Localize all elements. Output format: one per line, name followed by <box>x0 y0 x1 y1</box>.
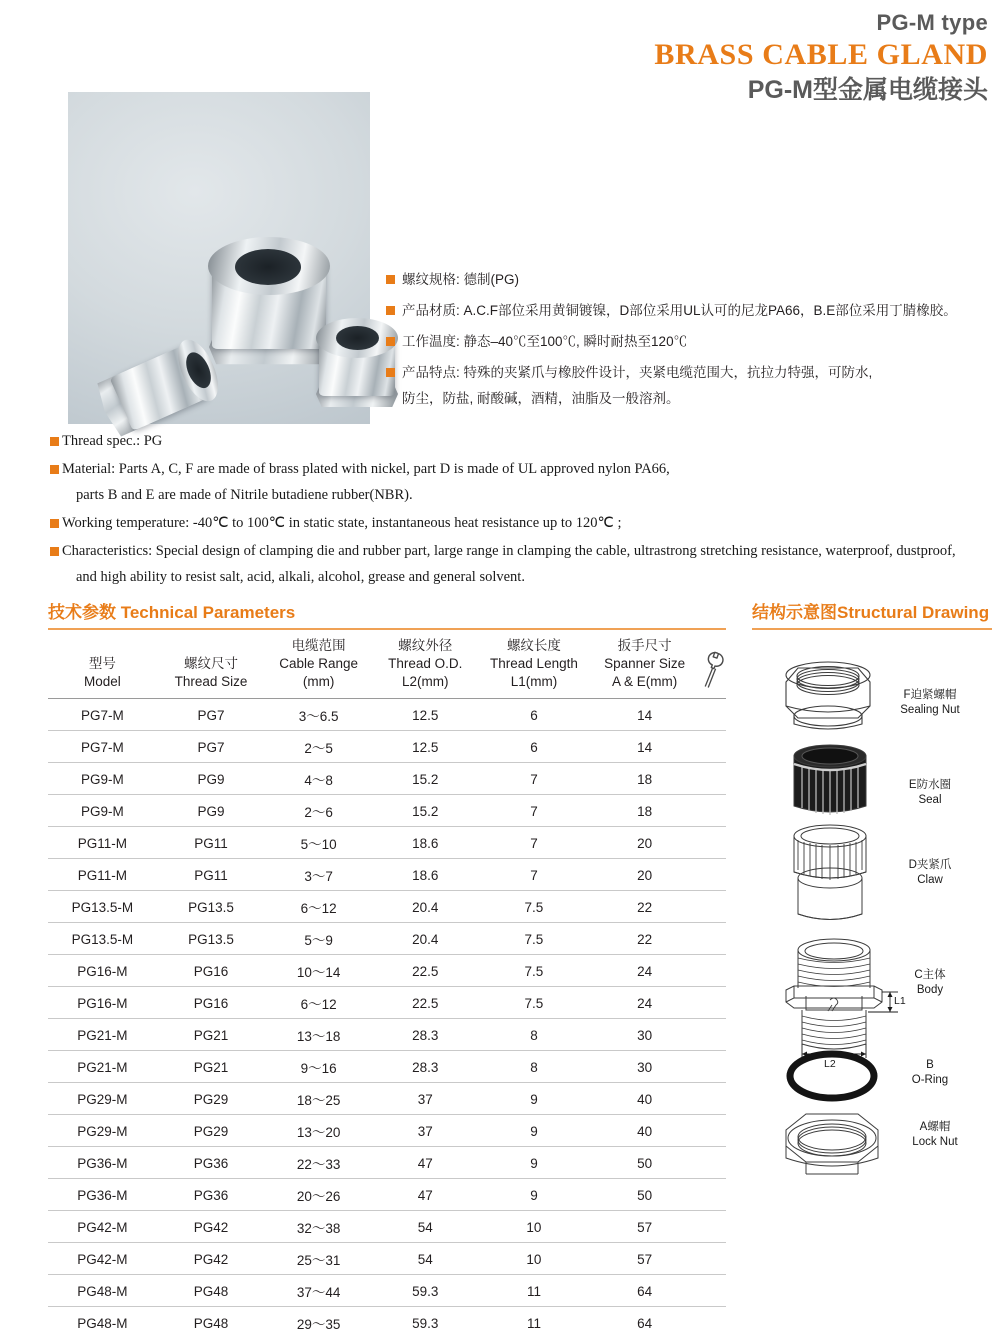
list-item-line-1: Material: Parts A, C, F are made of brass plated with nickel, part D is made of UL approved nylon PA66, <box>62 461 670 477</box>
product-photo <box>68 92 370 424</box>
table-cell: 5～10 <box>265 827 372 859</box>
table-row <box>48 1019 726 1051</box>
table-body <box>48 699 726 1338</box>
table-cell: PG21-M <box>48 1019 157 1051</box>
bullet-square-icon <box>386 368 395 377</box>
column-header-unit: L2(mm) <box>402 673 449 690</box>
table-cell: 22.5 <box>372 987 479 1019</box>
table-cell: PG7 <box>157 731 266 763</box>
list-item <box>50 432 990 451</box>
table-cell-spacer <box>700 1243 726 1275</box>
table-cell: 7 <box>479 795 590 827</box>
part-label-en: Lock Nut <box>880 1135 990 1150</box>
table-header-row <box>48 634 726 699</box>
part-label-lock-nut <box>880 1120 990 1150</box>
list-item <box>386 301 996 320</box>
table-cell: PG42-M <box>48 1243 157 1275</box>
table-cell: 9 <box>479 1179 590 1211</box>
table-cell-spacer <box>700 1083 726 1115</box>
table-cell-spacer <box>700 955 726 987</box>
table-row <box>48 1211 726 1243</box>
table-cell: 15.2 <box>372 763 479 795</box>
table-cell: PG9 <box>157 763 266 795</box>
table-cell: 20.4 <box>372 891 479 923</box>
table-cell: PG7-M <box>48 699 157 731</box>
table-row <box>48 827 726 859</box>
column-header-unit: Model <box>84 673 121 690</box>
table-cell: PG11-M <box>48 859 157 891</box>
table-row <box>48 955 726 987</box>
page-header <box>654 10 988 106</box>
table-cell-spacer <box>700 1179 726 1211</box>
list-item-label <box>62 542 990 587</box>
table-cell: PG11-M <box>48 827 157 859</box>
table-cell: 14 <box>589 731 700 763</box>
table-cell: 47 <box>372 1147 479 1179</box>
table-head <box>48 634 726 699</box>
column-header-thread-od <box>372 634 479 699</box>
bullet-square-icon <box>386 337 395 346</box>
table-cell: 6～12 <box>265 891 372 923</box>
table-row <box>48 1275 726 1307</box>
part-label-cn: B <box>880 1058 980 1073</box>
dimension-label-l2: L2 <box>824 1058 836 1070</box>
column-header-primary: Thread Length <box>490 655 578 672</box>
table-cell: PG13.5 <box>157 923 266 955</box>
column-header-cn: 扳手尺寸 <box>618 637 672 654</box>
table-cell: 20 <box>589 827 700 859</box>
table-cell: PG16 <box>157 955 266 987</box>
part-sealing-nut <box>768 660 888 740</box>
product-type-label: PG-M type <box>654 10 988 36</box>
table-cell: 54 <box>372 1211 479 1243</box>
table-cell-spacer <box>700 827 726 859</box>
section-divider <box>752 628 992 630</box>
table-row <box>48 923 726 955</box>
part-label-cn: A螺帽 <box>880 1120 990 1135</box>
list-item-label: 螺纹规格: 德制(PG) <box>402 270 996 289</box>
list-item <box>50 542 990 587</box>
table-cell: 18～25 <box>265 1083 372 1115</box>
section-title <box>752 602 992 624</box>
cable-gland-large <box>208 237 330 365</box>
table-cell: 37～44 <box>265 1275 372 1307</box>
table-row <box>48 1307 726 1338</box>
table-row <box>48 859 726 891</box>
page-title-chinese: PG-M型金属电缆接头 <box>654 74 988 106</box>
table-row <box>48 763 726 795</box>
table-cell: 9 <box>479 1147 590 1179</box>
table-cell-spacer <box>700 923 726 955</box>
table-row <box>48 1243 726 1275</box>
table-cell: PG29-M <box>48 1083 157 1115</box>
part-label-en: Body <box>880 983 980 998</box>
table-cell: 28.3 <box>372 1019 479 1051</box>
list-item-label: Thread spec.: PG <box>62 432 990 451</box>
table-cell-spacer <box>700 1115 726 1147</box>
table-cell: PG9 <box>157 795 266 827</box>
table-cell: PG42 <box>157 1243 266 1275</box>
table-cell: PG36-M <box>48 1179 157 1211</box>
part-seal <box>780 742 880 820</box>
table-row <box>48 1147 726 1179</box>
table-cell: PG36 <box>157 1147 266 1179</box>
table-cell-spacer <box>700 1307 726 1338</box>
table-cell: 50 <box>589 1179 700 1211</box>
table-cell: 11 <box>479 1275 590 1307</box>
table-cell: 15.2 <box>372 795 479 827</box>
section-title <box>48 602 726 624</box>
part-label-en: Sealing Nut <box>880 703 980 718</box>
table-row <box>48 1115 726 1147</box>
list-item <box>50 514 990 533</box>
table-cell: 20 <box>589 859 700 891</box>
column-header-primary: 型号 <box>89 655 116 672</box>
table-cell: PG48-M <box>48 1307 157 1338</box>
table-cell: 64 <box>589 1275 700 1307</box>
part-label-sealing-nut <box>880 688 980 718</box>
bullet-square-icon <box>50 519 59 528</box>
structural-drawing <box>752 650 992 1220</box>
table-cell: 12.5 <box>372 699 479 731</box>
table-cell: 4～8 <box>265 763 372 795</box>
table-cell: 29～35 <box>265 1307 372 1338</box>
table-cell: PG13.5 <box>157 891 266 923</box>
table-cell-spacer <box>700 1019 726 1051</box>
table-cell: 5～9 <box>265 923 372 955</box>
column-header-model <box>48 634 157 699</box>
table-cell: 22～33 <box>265 1147 372 1179</box>
column-header-primary: Thread O.D. <box>388 655 462 672</box>
section-title-cn: 结构示意图 <box>752 603 837 622</box>
table-row <box>48 699 726 731</box>
table-cell: 40 <box>589 1115 700 1147</box>
table-cell-spacer <box>700 1211 726 1243</box>
table-cell: 11 <box>479 1307 590 1338</box>
table-cell-spacer <box>700 987 726 1019</box>
table-cell-spacer <box>700 891 726 923</box>
list-item-line-2: parts B and E are made of Nitrile butadiene rubber(NBR). <box>76 486 990 505</box>
part-body <box>772 936 912 1066</box>
table-cell: 7 <box>479 827 590 859</box>
table-cell: PG11 <box>157 859 266 891</box>
table-cell: 30 <box>589 1051 700 1083</box>
column-header-primary: Cable Range <box>279 655 358 672</box>
section-divider <box>48 628 726 630</box>
table-cell: 50 <box>589 1147 700 1179</box>
table-cell: 7.5 <box>479 891 590 923</box>
technical-parameters-table <box>48 634 726 1338</box>
table-cell: PG21-M <box>48 1051 157 1083</box>
list-item-label: 产品材质: A.C.F部位采用黄铜镀镍，D部位采用UL认可的尼龙PA66，B.E部位采用丁腈橡胶。 <box>402 301 996 320</box>
table-cell: PG42 <box>157 1211 266 1243</box>
structural-drawing-section-header <box>752 602 992 630</box>
list-item-label <box>62 460 990 505</box>
table-cell: 57 <box>589 1211 700 1243</box>
part-label-en: Seal <box>880 793 980 808</box>
bullet-square-icon <box>50 465 59 474</box>
list-item-label: Working temperature: -40℃ to 100℃ in static state, instantaneous heat resistance up to 120℃ ; <box>62 514 990 533</box>
section-title-en: Technical Parameters <box>116 603 295 622</box>
table-cell: 28.3 <box>372 1051 479 1083</box>
table-cell: 9～16 <box>265 1051 372 1083</box>
table-cell: 22 <box>589 891 700 923</box>
table-cell-spacer <box>700 731 726 763</box>
list-item-line-1: 产品特点: 特殊的夹紧爪与橡胶件设计，夹紧电缆范围大，抗拉力特强，可防水, <box>402 365 872 380</box>
table-cell: 8 <box>479 1019 590 1051</box>
column-header-primary: Spanner Size <box>604 655 685 672</box>
table-cell-spacer <box>700 763 726 795</box>
table-cell: 12.5 <box>372 731 479 763</box>
table-cell: 9 <box>479 1083 590 1115</box>
column-header-unit: A & E(mm) <box>612 673 677 690</box>
table-cell: 6 <box>479 699 590 731</box>
table-cell: 6 <box>479 731 590 763</box>
table-cell: 6～12 <box>265 987 372 1019</box>
table-row <box>48 1051 726 1083</box>
table-cell: 24 <box>589 987 700 1019</box>
table-cell: PG7-M <box>48 731 157 763</box>
table-row <box>48 795 726 827</box>
table-cell: 7.5 <box>479 987 590 1019</box>
table-cell: 24 <box>589 955 700 987</box>
dimension-label-l1: L1 <box>894 995 906 1007</box>
table-cell-spacer <box>700 699 726 731</box>
list-item-line-2: and high ability to resist salt, acid, alkali, alcohol, grease and general solvent. <box>76 568 990 587</box>
part-label-claw <box>880 858 980 888</box>
table-cell: 59.3 <box>372 1307 479 1338</box>
table-cell: 25～31 <box>265 1243 372 1275</box>
table-cell: 8 <box>479 1051 590 1083</box>
part-label-en: O-Ring <box>880 1073 980 1088</box>
page-title: BRASS CABLE GLAND <box>654 37 988 73</box>
table-cell: 18 <box>589 763 700 795</box>
column-header-cn: 电缆范围 <box>292 637 346 654</box>
table-cell: 14 <box>589 699 700 731</box>
table-cell: 7.5 <box>479 955 590 987</box>
column-header-cn: 螺纹长度 <box>507 637 561 654</box>
table-cell: PG29 <box>157 1083 266 1115</box>
table-cell: 18 <box>589 795 700 827</box>
table-cell-spacer <box>700 1051 726 1083</box>
part-label-cn: D夹紧爪 <box>880 858 980 873</box>
table-cell: 18.6 <box>372 859 479 891</box>
table-cell: 40 <box>589 1083 700 1115</box>
list-item-line-1: Characteristics: Special design of clamping die and rubber part, large range in clamping the cable, ultrastrong stretching resistance, waterproof, dustproof, <box>62 543 956 559</box>
table-cell: PG48-M <box>48 1275 157 1307</box>
column-header-spanner-size <box>589 634 700 699</box>
table-cell: PG48 <box>157 1307 266 1338</box>
table-row <box>48 987 726 1019</box>
table-cell-spacer <box>700 859 726 891</box>
table-cell: 47 <box>372 1179 479 1211</box>
column-header-thread-length <box>479 634 590 699</box>
part-label-cn: F迫紧螺帽 <box>880 688 980 703</box>
section-title-cn: 技术参数 <box>48 603 116 622</box>
table-cell: 2～6 <box>265 795 372 827</box>
table-cell: 2～5 <box>265 731 372 763</box>
table-cell: PG9-M <box>48 763 157 795</box>
table-cell: 13～20 <box>265 1115 372 1147</box>
wrench-icon <box>700 634 726 699</box>
part-lock-nut <box>772 1108 892 1178</box>
table-cell: 18.6 <box>372 827 479 859</box>
table-cell: 9 <box>479 1115 590 1147</box>
table-cell: 3～7 <box>265 859 372 891</box>
table-cell: 59.3 <box>372 1275 479 1307</box>
list-item <box>386 270 996 289</box>
table-cell: 22 <box>589 923 700 955</box>
part-label-body <box>880 968 980 998</box>
bullet-square-icon <box>386 275 395 284</box>
table-cell: 7 <box>479 859 590 891</box>
table-cell: PG11 <box>157 827 266 859</box>
table-cell: PG16-M <box>48 955 157 987</box>
list-item <box>50 460 990 505</box>
english-spec-list <box>50 432 990 596</box>
part-label-cn: C主体 <box>880 968 980 983</box>
table-cell: PG13.5-M <box>48 891 157 923</box>
table-cell: 20～26 <box>265 1179 372 1211</box>
table-row <box>48 891 726 923</box>
table-cell: 10 <box>479 1211 590 1243</box>
table-cell: 10～14 <box>265 955 372 987</box>
list-item <box>386 332 996 351</box>
bullet-square-icon <box>50 437 59 446</box>
column-header-thread-size <box>157 634 266 699</box>
table-row <box>48 1179 726 1211</box>
table-cell: 3～6.5 <box>265 699 372 731</box>
bullet-square-icon <box>386 306 395 315</box>
table-cell: 64 <box>589 1307 700 1338</box>
table-row <box>48 731 726 763</box>
table-cell: 37 <box>372 1083 479 1115</box>
table-cell: PG9-M <box>48 795 157 827</box>
table-cell: 32～38 <box>265 1211 372 1243</box>
part-claw <box>780 822 880 932</box>
table-row <box>48 1083 726 1115</box>
table-cell: 37 <box>372 1115 479 1147</box>
column-header-unit: L1(mm) <box>511 673 558 690</box>
table-cell: PG36 <box>157 1179 266 1211</box>
table-cell: PG36-M <box>48 1147 157 1179</box>
table-cell: 7.5 <box>479 923 590 955</box>
table-cell: 20.4 <box>372 923 479 955</box>
table-cell: PG42-M <box>48 1211 157 1243</box>
list-item-line-2: 防尘，防盐, 耐酸碱，酒精，油脂及一般溶剂。 <box>402 389 996 408</box>
table-cell: PG29-M <box>48 1115 157 1147</box>
part-label-en: Claw <box>880 873 980 888</box>
bullet-square-icon <box>50 547 59 556</box>
table-cell-spacer <box>700 795 726 827</box>
list-item-label <box>402 363 996 408</box>
table-cell-spacer <box>700 1147 726 1179</box>
table-cell: 30 <box>589 1019 700 1051</box>
column-header-unit: Thread Size <box>175 673 248 690</box>
column-header-cn: 螺纹外径 <box>398 637 452 654</box>
part-label-cn: E防水圈 <box>880 778 980 793</box>
section-title-en: Structural Drawing <box>837 603 989 622</box>
table-cell: PG13.5-M <box>48 923 157 955</box>
technical-parameters-section-header <box>48 602 726 630</box>
table-cell: 7 <box>479 763 590 795</box>
part-label-o-ring <box>880 1058 980 1088</box>
table-cell: 13～18 <box>265 1019 372 1051</box>
table-cell: 54 <box>372 1243 479 1275</box>
table-cell: 10 <box>479 1243 590 1275</box>
table-cell: PG7 <box>157 699 266 731</box>
table-cell: PG48 <box>157 1275 266 1307</box>
part-o-ring <box>784 1050 880 1102</box>
part-label-seal <box>880 778 980 808</box>
list-item-label: 工作温度: 静态–40℃至100℃, 瞬时耐热至120℃ <box>402 332 996 351</box>
table-cell: PG16 <box>157 987 266 1019</box>
table-cell: PG29 <box>157 1115 266 1147</box>
list-item <box>386 363 996 408</box>
table-cell-spacer <box>700 1275 726 1307</box>
table-cell: 22.5 <box>372 955 479 987</box>
table-cell: PG21 <box>157 1019 266 1051</box>
column-header-primary: 螺纹尺寸 <box>184 655 238 672</box>
column-header-unit: (mm) <box>303 673 334 690</box>
chinese-spec-list <box>386 270 996 408</box>
table-cell: PG16-M <box>48 987 157 1019</box>
column-header-cable-range <box>265 634 372 699</box>
table-cell: PG21 <box>157 1051 266 1083</box>
table-cell: 57 <box>589 1243 700 1275</box>
